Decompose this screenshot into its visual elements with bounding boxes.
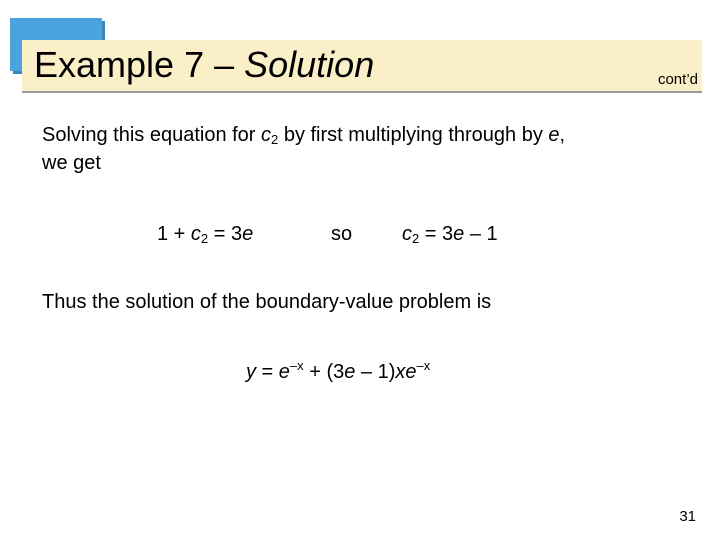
text: Solving this equation for (42, 124, 262, 146)
text: 1 + (157, 223, 191, 245)
variable-e: e (278, 361, 290, 383)
exponent: –x (289, 358, 304, 373)
text: we get (42, 152, 101, 174)
slide-title (34, 42, 374, 88)
continued-label: cont’d (657, 71, 698, 88)
title-emphasis: Solution (244, 44, 375, 85)
paragraph-intro (42, 121, 692, 177)
variable-e: e (344, 361, 356, 383)
page-number: 31 (679, 508, 696, 525)
variable-c: c (190, 223, 201, 245)
title-main: Example 7 – (34, 44, 245, 85)
text: – 1) (355, 361, 396, 383)
variable-y: y (246, 361, 256, 383)
text: , (559, 124, 566, 146)
text: = 3 (208, 223, 243, 245)
text: = 3 (419, 223, 454, 245)
variable-e: e (453, 223, 465, 245)
variable-c: c (261, 124, 272, 146)
subscript: 2 (271, 132, 279, 147)
text: = (256, 361, 279, 383)
title-divider (22, 91, 702, 93)
equation-solution (246, 358, 430, 386)
connector-so: so (331, 223, 353, 245)
subscript: 2 (200, 231, 209, 246)
text: by first multiplying through by (278, 124, 549, 146)
equation-1 (157, 220, 253, 248)
subscript: 2 (412, 231, 420, 246)
exponent: –x (416, 358, 431, 373)
variable-e: e (548, 124, 560, 146)
text: – 1 (464, 223, 498, 245)
text: + (3 (303, 361, 345, 383)
variable-c: c (402, 223, 412, 245)
paragraph-solution: Thus the solution of the boundary-value problem is (42, 291, 492, 313)
equation-2 (402, 220, 498, 248)
variable-xe: xe (395, 361, 417, 383)
variable-e: e (242, 223, 254, 245)
